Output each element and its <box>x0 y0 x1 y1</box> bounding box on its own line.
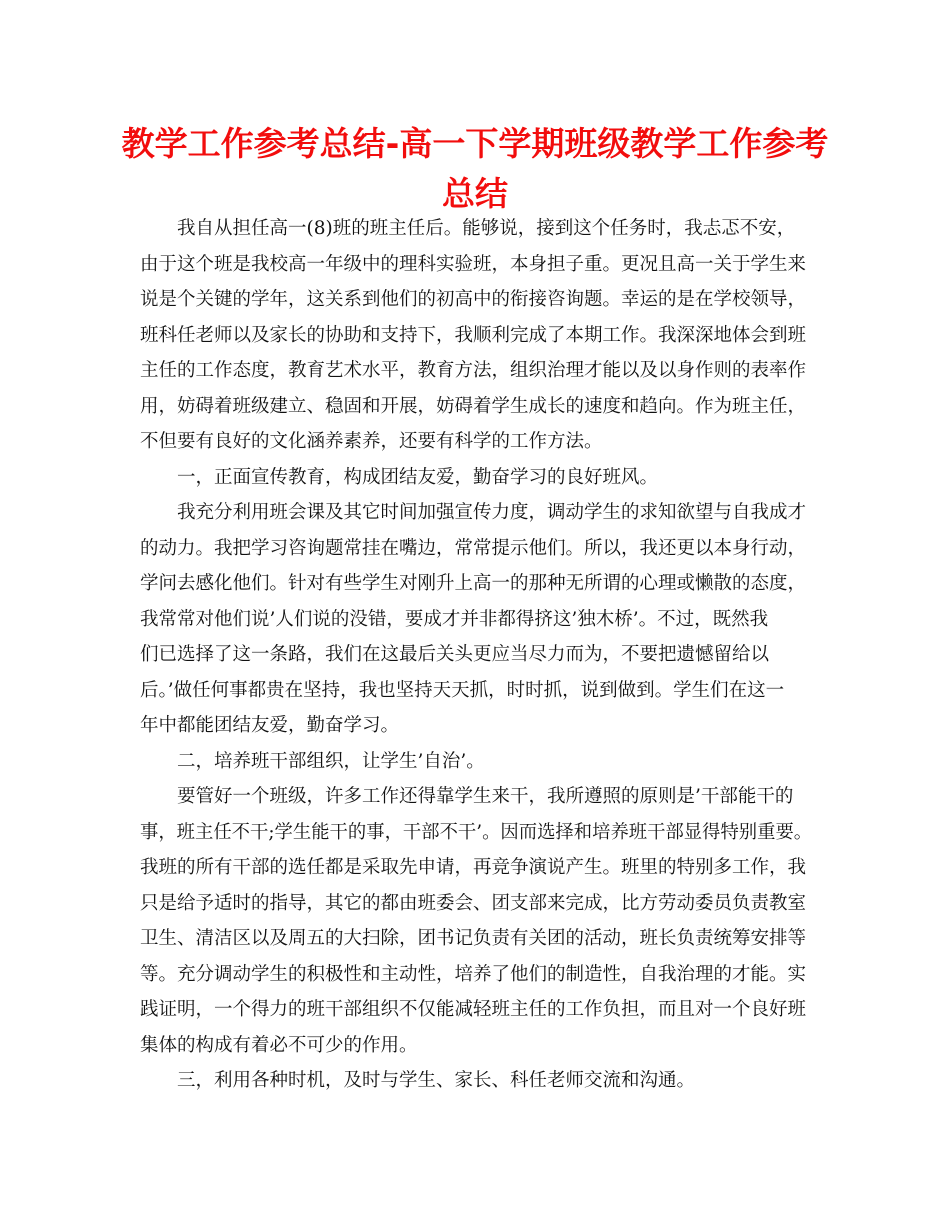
body-line: 主任的工作态度，教育艺术水平，教育方法，组织治理才能以及以身作则的表率作 <box>140 360 807 381</box>
body-line: 我充分利用班会课及其它时间加强宣传力度，调动学生的求知欲望与自我成才 <box>177 502 807 523</box>
body-line: 我自从担任高一(8)班的班主任后。能够说，接到这个任务时，我忐忑不安， <box>177 218 796 239</box>
body-line: 只是给予适时的指导，其它的都由班委会、团支部来完成，比方劳动委员负责教室 <box>140 892 807 914</box>
body-line: 事，班主任不干;学生能干的事，干部不干’。因而选择和培养班干部显得特别重要。 <box>140 821 813 843</box>
body-line: 的动力。我把学习咨询题常挂在嘴边，常常提示他们。所以，我还更以本身行动， <box>140 537 807 559</box>
body-line: 用，妨碍着班级建立、稳固和开展，妨碍着学生成长的速度和趋向。作为班主任， <box>140 395 807 417</box>
body-line: 我常常对他们说’人们说的没错，要成才并非都得挤这’独木桥’。不过，既然我 <box>140 608 769 630</box>
document-title-line-2: 总结 <box>442 174 508 213</box>
document-body <box>140 211 812 1099</box>
body-line: 说是个关键的学年，这关系到他们的初高中的衔接咨询题。幸运的是在学校领导， <box>140 289 807 310</box>
section-heading-2: 二，培养班干部组织，让学生’自治’。 <box>177 750 485 772</box>
body-line: 班科任老师以及家长的协助和支持下，我顺利完成了本期工作。我深深地体会到班 <box>140 324 807 346</box>
body-line: 等。充分调动学生的积极性和主动性，培养了他们的制造性，自我治理的才能。实 <box>140 963 807 985</box>
body-line: 年中都能团结友爱，勤奋学习。 <box>140 715 400 736</box>
body-line: 践证明，一个得力的班干部组织不仅能减轻班主任的工作负担，而且对一个良好班 <box>140 999 807 1020</box>
body-line: 由于这个班是我校高一年级中的理科实验班，本身担子重。更况且高一关于学生来 <box>140 253 807 275</box>
body-line: 学问去感化他们。针对有些学生对刚升上高一的那种无所谓的心理或懒散的态度， <box>140 573 807 594</box>
body-line: 不但要有良好的文化涵养素养，还要有科学的工作方法。 <box>140 431 603 452</box>
section-heading-3: 三，利用各种时机，及时与学生、家长、科任老师交流和沟通。 <box>177 1070 696 1091</box>
body-line: 们已选择了这一条路，我们在这最后关头更应当尽力而为，不要把遗憾留给以 <box>140 644 770 665</box>
body-line: 要管好一个班级，许多工作还得靠学生来干，我所遵照的原则是’干部能干的 <box>177 786 794 807</box>
body-line: 我班的所有干部的选任都是采取先申请，再竞争演说产生。班里的特别多工作，我 <box>140 857 807 878</box>
body-line: 卫生、清洁区以及周五的大扫除，团书记负责有关团的活动，班长负责统筹安排等 <box>140 928 807 949</box>
body-line: 集体的构成有着必不可少的作用。 <box>140 1034 418 1056</box>
body-line: 后。’做任何事都贵在坚持，我也坚持天天抓，时时抓，说到做到。学生们在这一 <box>140 679 785 701</box>
document-title-line-1: 教学工作参考总结-高一下学期班级教学工作参考 <box>121 124 829 163</box>
section-heading-1: 一，正面宣传教育，构成团结友爱，勤奋学习的良好班风。 <box>177 466 659 488</box>
